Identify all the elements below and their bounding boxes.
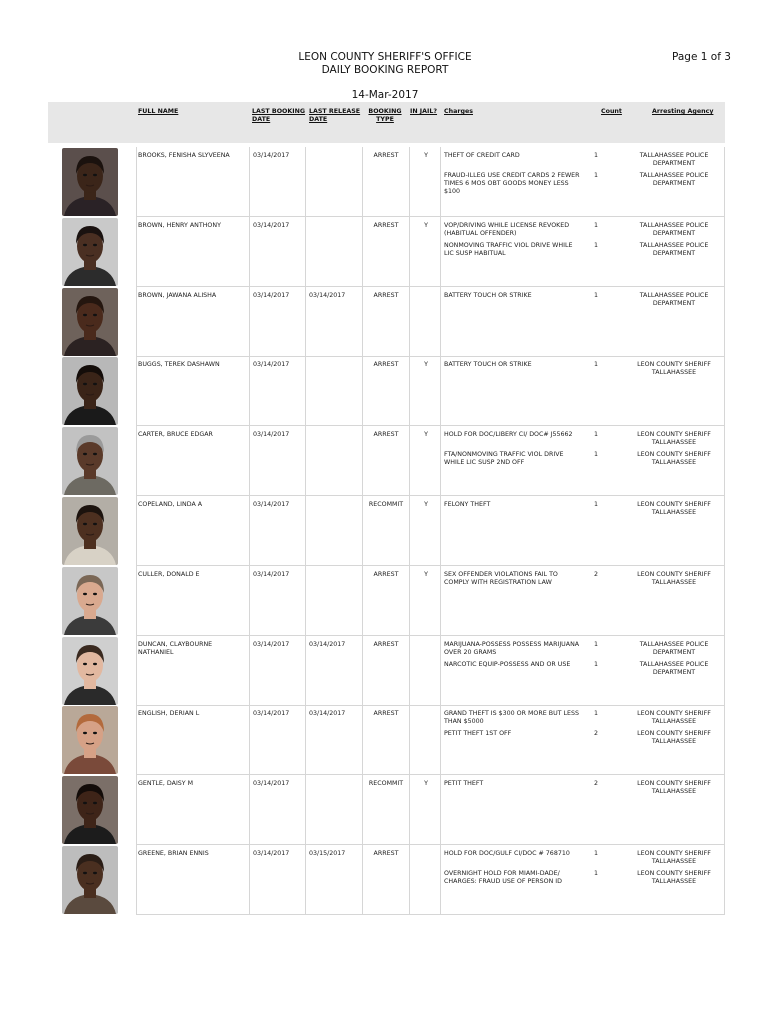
column-booking-type xyxy=(368,108,402,124)
inmate-name: BROOKS, FENISHA SLYVEENA xyxy=(138,152,230,159)
arresting-agency: LEON COUNTY SHERIFF TALLAHASSEE xyxy=(637,780,711,795)
cell-divider xyxy=(362,356,363,426)
in-jail-flag: Y xyxy=(424,571,428,578)
last-booking-date: 03/14/2017 xyxy=(253,710,290,717)
table-row xyxy=(0,636,770,706)
cell-divider xyxy=(249,566,250,636)
charge-count: 1 xyxy=(594,451,599,458)
in-jail-flag: Y xyxy=(424,222,428,229)
table-row xyxy=(0,496,770,566)
charge-count: 1 xyxy=(594,361,599,368)
column-arresting-agency: Arresting Agency xyxy=(652,108,714,115)
mugshot-photo xyxy=(62,357,118,425)
in-jail-flag: Y xyxy=(424,431,428,438)
report-office-title: LEON COUNTY SHERIFF'S OFFICE xyxy=(298,51,472,63)
cell-divider xyxy=(440,287,441,357)
mugshot-photo xyxy=(62,776,118,844)
cell-divider xyxy=(305,775,306,845)
column-label: DATE xyxy=(252,116,271,123)
charge-count: 1 xyxy=(594,710,599,717)
mugshot-photo xyxy=(62,218,118,286)
charge-description: BATTERY TOUCH OR STRIKE xyxy=(444,361,532,368)
cell-divider xyxy=(362,636,363,706)
report-title: DAILY BOOKING REPORT xyxy=(321,64,449,76)
cell-divider xyxy=(440,636,441,706)
cell-divider xyxy=(362,845,363,915)
in-jail-flag: Y xyxy=(424,361,428,368)
booking-type: RECOMMIT xyxy=(368,780,404,787)
mugshot-photo xyxy=(62,637,118,705)
arresting-agency: TALLAHASSEE POLICE DEPARTMENT xyxy=(639,242,709,257)
cell-divider xyxy=(440,775,441,845)
booking-type: ARREST xyxy=(373,361,399,368)
charge-count: 1 xyxy=(594,222,599,229)
column-last-release-date xyxy=(309,108,360,124)
cell-divider xyxy=(305,845,306,915)
last-booking-date: 03/14/2017 xyxy=(253,431,290,438)
booking-type: ARREST xyxy=(373,850,399,857)
charge-count: 1 xyxy=(594,501,599,508)
cell-divider xyxy=(409,496,410,566)
row-divider xyxy=(136,914,725,915)
last-booking-date: 03/14/2017 xyxy=(253,780,290,787)
arresting-agency: LEON COUNTY SHERIFF TALLAHASSEE xyxy=(637,451,711,466)
inmate-name: BROWN, HENRY ANTHONY xyxy=(138,222,221,229)
cell-divider xyxy=(409,845,410,915)
cell-divider xyxy=(249,775,250,845)
cell-divider xyxy=(362,705,363,775)
charge-count: 1 xyxy=(594,172,599,179)
mugshot-photo xyxy=(62,497,118,565)
charge-count: 2 xyxy=(594,571,599,578)
booking-type: ARREST xyxy=(373,222,399,229)
charge-count: 1 xyxy=(594,870,599,877)
booking-type: RECOMMIT xyxy=(368,501,404,508)
charge-count: 1 xyxy=(594,661,599,668)
mugshot-photo xyxy=(62,706,118,774)
cell-divider xyxy=(409,147,410,217)
charge-count: 1 xyxy=(594,641,599,648)
cell-divider xyxy=(136,217,137,287)
cell-divider xyxy=(362,566,363,636)
column-in-jail: IN JAIL? xyxy=(410,108,438,115)
charge-description: GRAND THEFT IS $300 OR MORE BUT LESS THAN $5000 xyxy=(444,710,580,725)
table-row xyxy=(0,287,770,357)
charge-description: NONMOVING TRAFFIC VIOL DRIVE WHILE LIC SUSP HABITUAL xyxy=(444,242,573,257)
charge-description: VOP/DRIVING WHILE LICENSE REVOKED (HABITUAL OFFENDER) xyxy=(444,222,570,237)
last-release-date: 03/14/2017 xyxy=(309,292,346,299)
column-label: LAST BOOKING xyxy=(252,108,306,115)
cell-divider xyxy=(409,775,410,845)
mugshot-photo xyxy=(62,148,118,216)
cell-divider xyxy=(362,426,363,496)
cell-divider xyxy=(305,426,306,496)
inmate-name: CULLER, DONALD E xyxy=(138,571,200,578)
inmate-name: ENGLISH, DERIAN L xyxy=(138,710,200,717)
cell-divider xyxy=(362,287,363,357)
last-release-date: 03/14/2017 xyxy=(309,710,346,717)
charge-description: PETIT THEFT xyxy=(444,780,484,787)
arresting-agency: TALLAHASSEE POLICE DEPARTMENT xyxy=(639,641,709,656)
inmate-name: COPELAND, LINDA A xyxy=(138,501,203,508)
cell-divider xyxy=(136,845,137,915)
last-booking-date: 03/14/2017 xyxy=(253,292,290,299)
mugshot-photo xyxy=(62,567,118,635)
inmate-name: GREENE, BRIAN ENNIS xyxy=(138,850,209,857)
booking-type: ARREST xyxy=(373,292,399,299)
column-last-booking-date xyxy=(252,108,305,124)
cell-divider xyxy=(249,217,250,287)
cell-divider xyxy=(249,636,250,706)
cell-divider xyxy=(440,845,441,915)
arresting-agency: LEON COUNTY SHERIFF TALLAHASSEE xyxy=(637,571,711,586)
booking-type: ARREST xyxy=(373,431,399,438)
last-release-date: 03/14/2017 xyxy=(309,641,346,648)
charge-description: FELONY THEFT xyxy=(444,501,491,508)
table-row xyxy=(0,356,770,426)
cell-divider xyxy=(249,496,250,566)
cell-divider xyxy=(409,217,410,287)
table-row xyxy=(0,426,770,496)
last-booking-date: 03/14/2017 xyxy=(253,501,290,508)
cell-divider xyxy=(440,566,441,636)
column-label: BOOKING xyxy=(368,108,402,115)
cell-divider xyxy=(409,287,410,357)
arresting-agency: LEON COUNTY SHERIFF TALLAHASSEE xyxy=(637,710,711,725)
inmate-name: DUNCAN, CLAYBOURNE NATHANIEL xyxy=(138,641,213,656)
inmate-name: GENTLE, DAISY M xyxy=(138,780,194,787)
arresting-agency: LEON COUNTY SHERIFF TALLAHASSEE xyxy=(637,870,711,885)
arresting-agency: LEON COUNTY SHERIFF TALLAHASSEE xyxy=(637,730,711,745)
cell-divider xyxy=(409,426,410,496)
arresting-agency: TALLAHASSEE POLICE DEPARTMENT xyxy=(639,222,709,237)
cell-divider xyxy=(305,287,306,357)
table-row xyxy=(0,566,770,636)
cell-divider xyxy=(136,496,137,566)
cell-divider xyxy=(136,356,137,426)
cell-divider xyxy=(440,217,441,287)
last-booking-date: 03/14/2017 xyxy=(253,361,290,368)
report-date: 14-Mar-2017 xyxy=(351,89,419,101)
arresting-agency: TALLAHASSEE POLICE DEPARTMENT xyxy=(639,172,709,187)
cell-divider xyxy=(305,566,306,636)
charge-description: THEFT OF CREDIT CARD xyxy=(444,152,520,159)
cell-divider xyxy=(440,147,441,217)
charge-description: OVERNIGHT HOLD FOR MIAMI-DADE/ CHARGES: FRAUD USE OF PERSON ID xyxy=(444,870,562,885)
mugshot-photo xyxy=(62,288,118,356)
cell-divider xyxy=(409,636,410,706)
booking-type: ARREST xyxy=(373,641,399,648)
charge-description: NARCOTIC EQUIP-POSSESS AND OR USE xyxy=(444,661,571,668)
cell-divider xyxy=(362,775,363,845)
last-release-date: 03/15/2017 xyxy=(309,850,346,857)
charge-description: HOLD FOR DOC/GULF CI/DOC # 768710 xyxy=(444,850,570,857)
column-label: TYPE xyxy=(376,116,394,123)
table-row xyxy=(0,845,770,915)
last-booking-date: 03/14/2017 xyxy=(253,641,290,648)
charge-count: 1 xyxy=(594,850,599,857)
cell-divider xyxy=(249,287,250,357)
cell-divider xyxy=(409,356,410,426)
column-charges: Charges xyxy=(444,108,473,115)
cell-divider xyxy=(136,705,137,775)
table-row xyxy=(0,705,770,775)
booking-type: ARREST xyxy=(373,571,399,578)
cell-divider xyxy=(440,496,441,566)
cell-divider xyxy=(136,636,137,706)
charge-description: BATTERY TOUCH OR STRIKE xyxy=(444,292,532,299)
cell-divider xyxy=(136,426,137,496)
column-label: DATE xyxy=(309,116,328,123)
cell-divider xyxy=(136,287,137,357)
table-row xyxy=(0,147,770,217)
in-jail-flag: Y xyxy=(424,780,428,787)
column-label: LAST RELEASE xyxy=(309,108,361,115)
cell-divider xyxy=(249,356,250,426)
cell-divider xyxy=(305,217,306,287)
charge-count: 1 xyxy=(594,152,599,159)
in-jail-flag: Y xyxy=(424,501,428,508)
booking-type: ARREST xyxy=(373,710,399,717)
mugshot-photo xyxy=(62,846,118,914)
last-booking-date: 03/14/2017 xyxy=(253,152,290,159)
mugshot-photo xyxy=(62,427,118,495)
booking-type: ARREST xyxy=(373,152,399,159)
cell-divider xyxy=(249,705,250,775)
inmate-name: BROWN, JAWANA ALISHA xyxy=(138,292,217,299)
cell-divider xyxy=(136,775,137,845)
table-row xyxy=(0,775,770,845)
charge-count: 1 xyxy=(594,292,599,299)
cell-divider xyxy=(362,147,363,217)
in-jail-flag: Y xyxy=(424,152,428,159)
charge-description: HOLD FOR DOC/LIBERY CI/ DOC# J55662 xyxy=(444,431,573,438)
cell-divider xyxy=(362,217,363,287)
cell-divider xyxy=(249,845,250,915)
charge-count: 1 xyxy=(594,431,599,438)
charge-count: 2 xyxy=(594,780,599,787)
charge-count: 1 xyxy=(594,242,599,249)
cell-divider xyxy=(305,147,306,217)
cell-divider xyxy=(409,566,410,636)
arresting-agency: LEON COUNTY SHERIFF TALLAHASSEE xyxy=(637,850,711,865)
column-count: Count xyxy=(601,108,622,115)
column-full-name: FULL NAME xyxy=(138,108,179,115)
inmate-name: CARTER, BRUCE EDGAR xyxy=(138,431,213,438)
last-booking-date: 03/14/2017 xyxy=(253,850,290,857)
cell-divider xyxy=(440,426,441,496)
cell-divider xyxy=(136,147,137,217)
last-booking-date: 03/14/2017 xyxy=(253,222,290,229)
cell-divider xyxy=(440,705,441,775)
arresting-agency: LEON COUNTY SHERIFF TALLAHASSEE xyxy=(637,361,711,376)
cell-divider xyxy=(249,426,250,496)
cell-divider xyxy=(409,705,410,775)
arresting-agency: LEON COUNTY SHERIFF TALLAHASSEE xyxy=(637,431,711,446)
charge-description: FTA/NONMOVING TRAFFIC VIOL DRIVE WHILE LIC SUSP 2ND OFF xyxy=(444,451,564,466)
arresting-agency: TALLAHASSEE POLICE DEPARTMENT xyxy=(639,661,709,676)
charge-description: MARIJUANA-POSSESS POSSESS MARIJUANA OVER 20 GRAMS xyxy=(444,641,580,656)
charge-description: FRAUD-ILLEG USE CREDIT CARDS 2 FEWER TIMES 6 MOS OBT GOODS MONEY LESS $100 xyxy=(444,172,580,195)
cell-divider xyxy=(305,496,306,566)
cell-divider xyxy=(305,356,306,426)
cell-divider xyxy=(249,147,250,217)
arresting-agency: TALLAHASSEE POLICE DEPARTMENT xyxy=(639,292,709,307)
cell-divider xyxy=(305,636,306,706)
cell-divider xyxy=(136,566,137,636)
inmate-name: BUGGS, TEREK DASHAWN xyxy=(138,361,220,368)
cell-divider xyxy=(362,496,363,566)
page-number: Page 1 of 3 xyxy=(672,51,731,63)
cell-divider xyxy=(440,356,441,426)
last-booking-date: 03/14/2017 xyxy=(253,571,290,578)
arresting-agency: LEON COUNTY SHERIFF TALLAHASSEE xyxy=(637,501,711,516)
cell-divider xyxy=(305,705,306,775)
charge-description: PETIT THEFT 1ST OFF xyxy=(444,730,512,737)
charge-count: 2 xyxy=(594,730,599,737)
table-row xyxy=(0,217,770,287)
charge-description: SEX OFFENDER VIOLATIONS FAIL TO COMPLY WITH REGISTRATION LAW xyxy=(444,571,558,586)
arresting-agency: TALLAHASSEE POLICE DEPARTMENT xyxy=(639,152,709,167)
